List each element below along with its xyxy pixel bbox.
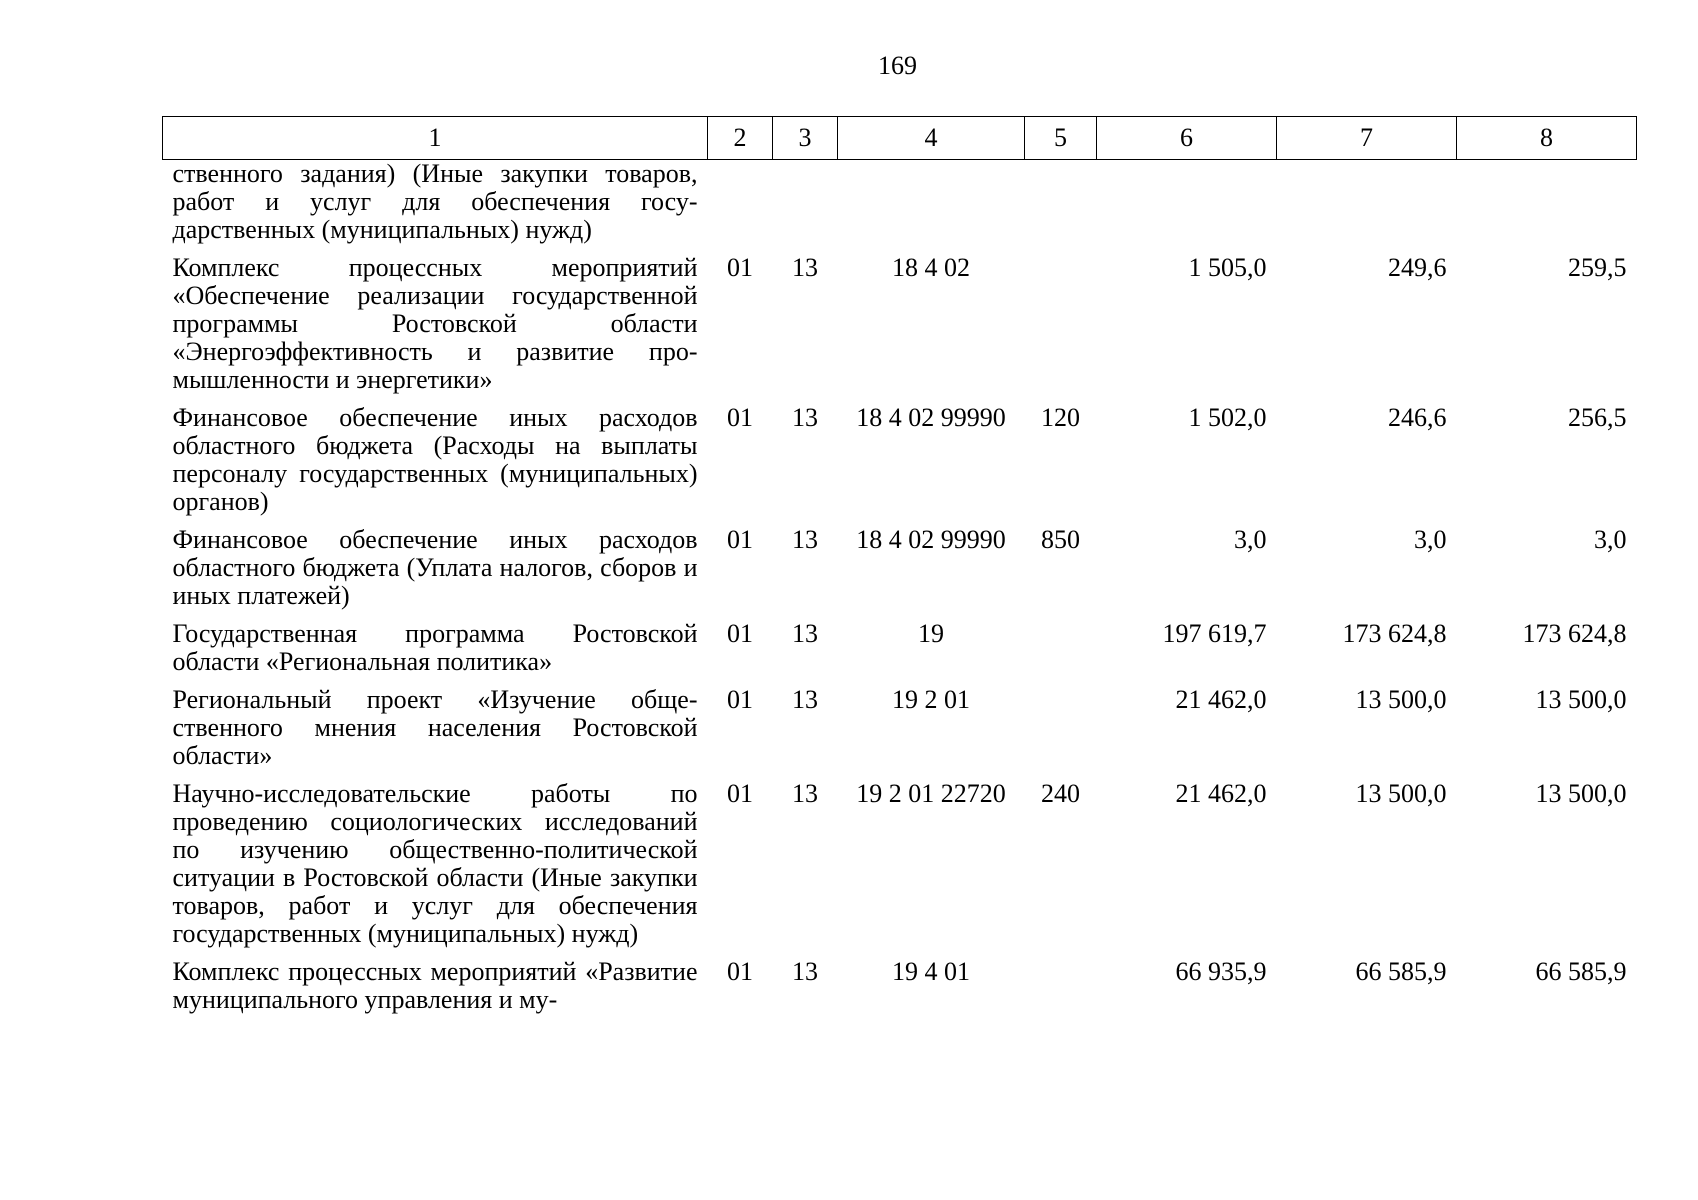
amount-col7-cell: 246,6 <box>1388 403 1447 432</box>
amount-col8-cell: 259,5 <box>1568 253 1627 282</box>
target-article-cell: 19 4 01 <box>892 957 970 986</box>
section-code-cell: 01 <box>727 957 753 986</box>
subsection-code-cell: 13 <box>792 253 818 282</box>
subsection-code-cell <box>773 160 838 255</box>
column-header-2: 2 <box>708 117 773 160</box>
target-article-cell <box>838 160 1025 255</box>
amount-col6-cell: 21 462,0 <box>1175 779 1267 808</box>
subsection-code-cell: 13 <box>792 525 818 554</box>
amount-col7-cell: 173 624,8 <box>1342 619 1447 648</box>
expense-type-cell <box>1025 620 1097 686</box>
row-name-cell: Региональный проект «Изучение общественного мнения населения Ростовской области» <box>172 685 698 770</box>
column-header-5: 5 <box>1025 117 1097 160</box>
budget-table <box>162 116 1637 1024</box>
expense-type-cell: 120 <box>1041 403 1080 432</box>
amount-col6-cell: 1 505,0 <box>1188 253 1267 282</box>
table-row <box>163 526 1637 620</box>
column-header-7: 7 <box>1277 117 1457 160</box>
amount-col8-cell: 3,0 <box>1594 525 1627 554</box>
section-code-cell: 01 <box>727 403 753 432</box>
column-header-4: 4 <box>838 117 1025 160</box>
target-article-cell: 19 <box>918 619 944 648</box>
amount-col6-cell: 66 935,9 <box>1175 957 1267 986</box>
subsection-code-cell: 13 <box>792 619 818 648</box>
amount-col6-cell: 21 462,0 <box>1175 685 1267 714</box>
table-row <box>163 780 1637 958</box>
row-name-cell: Комплекс процессных мероприятий «Обеспечение реализации государственной программы Ростовской области «Энергоэффективность и развитие промышленности и энергетики» <box>172 253 698 394</box>
section-code-cell: 01 <box>727 779 753 808</box>
subsection-code-cell: 13 <box>792 779 818 808</box>
amount-col8-cell: 13 500,0 <box>1535 685 1627 714</box>
amount-col7-cell: 3,0 <box>1414 525 1447 554</box>
table-row <box>163 958 1637 1024</box>
row-name-cell: ственного задания) (Иные закупки товаров, работ и услуг для обеспечения государственных (муниципальных) нужд) <box>172 159 698 244</box>
subsection-code-cell: 13 <box>792 403 818 432</box>
amount-col7-cell <box>1277 160 1457 255</box>
expense-type-cell <box>1025 254 1097 404</box>
amount-col7-cell: 249,6 <box>1388 253 1447 282</box>
table-row <box>163 254 1637 404</box>
expense-type-cell <box>1025 686 1097 780</box>
row-name-cell: Комплекс процессных мероприятий «Развитие муниципального управления и му- <box>172 957 698 1014</box>
table-row <box>163 620 1637 686</box>
amount-col7-cell: 13 500,0 <box>1355 779 1447 808</box>
amount-col6-cell: 1 502,0 <box>1188 403 1267 432</box>
table-row <box>163 686 1637 780</box>
row-name-cell: Финансовое обеспечение иных расходов областного бюджета (Расходы на выплаты персоналу государственных (муниципальных) органов) <box>172 403 698 516</box>
target-article-cell: 18 4 02 <box>892 253 970 282</box>
amount-col6-cell <box>1097 160 1277 255</box>
target-article-cell: 19 2 01 <box>892 685 970 714</box>
subsection-code-cell: 13 <box>792 685 818 714</box>
column-header-6: 6 <box>1097 117 1277 160</box>
row-name-cell: Государственная программа Ростовской области «Региональная политика» <box>172 619 698 676</box>
amount-col8-cell: 173 624,8 <box>1522 619 1627 648</box>
table-row <box>163 160 1637 255</box>
target-article-cell: 18 4 02 99990 <box>856 403 1006 432</box>
amount-col7-cell: 66 585,9 <box>1355 957 1447 986</box>
amount-col8-cell: 13 500,0 <box>1535 779 1627 808</box>
section-code-cell: 01 <box>727 253 753 282</box>
column-header-8: 8 <box>1457 117 1637 160</box>
row-name-cell: Финансовое обеспечение иных расходов областного бюджета (Уплата налогов, сборов и иных платежей) <box>172 525 698 610</box>
expense-type-cell <box>1025 160 1097 255</box>
amount-col6-cell: 197 619,7 <box>1162 619 1267 648</box>
target-article-cell: 18 4 02 99990 <box>856 525 1006 554</box>
amount-col8-cell <box>1457 160 1637 255</box>
expense-type-cell <box>1025 958 1097 1024</box>
section-code-cell: 01 <box>727 619 753 648</box>
table-header-row <box>163 117 1637 160</box>
amount-col8-cell: 66 585,9 <box>1535 957 1627 986</box>
expense-type-cell: 240 <box>1041 779 1080 808</box>
section-code-cell: 01 <box>727 685 753 714</box>
section-code-cell: 01 <box>727 525 753 554</box>
page-number: 169 <box>878 51 917 80</box>
amount-col8-cell: 256,5 <box>1568 403 1627 432</box>
row-name-cell: Научно-исследовательские работы по проведению социологических исследований по изучению общественно-политической ситуации в Ростовской области (Иные закупки товаров, работ и услуг для обеспечения государственных (муниципальных) нужд) <box>172 779 698 948</box>
subsection-code-cell: 13 <box>792 957 818 986</box>
amount-col6-cell: 3,0 <box>1234 525 1267 554</box>
expense-type-cell: 850 <box>1041 525 1080 554</box>
amount-col7-cell: 13 500,0 <box>1355 685 1447 714</box>
target-article-cell: 19 2 01 22720 <box>856 779 1006 808</box>
column-header-3: 3 <box>773 117 838 160</box>
column-header-1: 1 <box>163 117 708 160</box>
section-code-cell <box>708 160 773 255</box>
table-row <box>163 404 1637 526</box>
